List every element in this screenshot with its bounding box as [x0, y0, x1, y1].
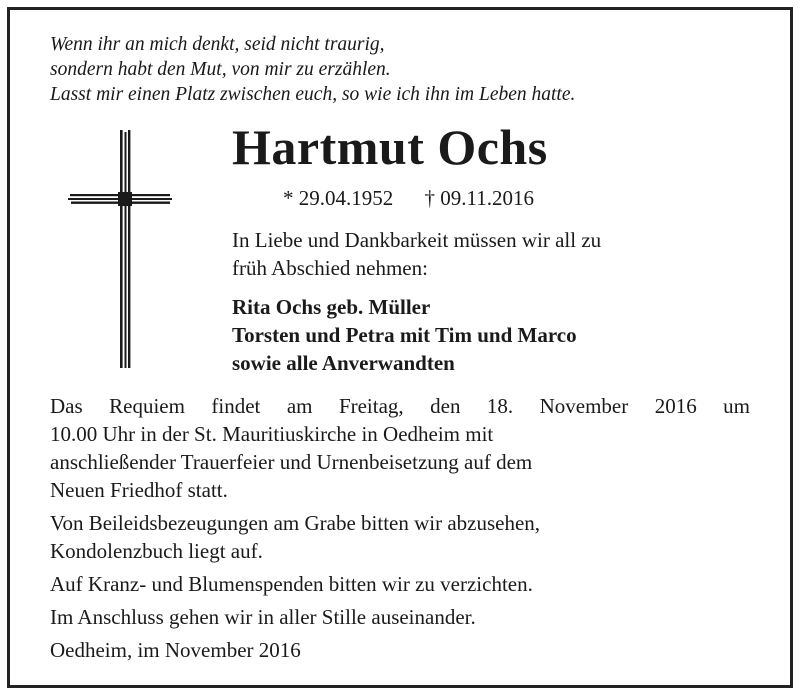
requiem-line: 10.00 Uhr in der St. Mauritiuskirche in Oedheim mit — [50, 422, 494, 446]
flowers-line: Auf Kranz- und Blumenspenden bitten wir zu verzichten. — [50, 572, 533, 596]
motto-line: Lasst mir einen Platz zwischen euch, so wie ich ihn im Leben hatte. — [50, 84, 576, 105]
mourner-line: sowie alle Anverwandten — [232, 351, 455, 375]
motto-line: Wenn ihr an mich denkt, seid nicht traurig, — [50, 34, 385, 55]
cross-icon — [68, 130, 174, 375]
flowers-paragraph — [50, 570, 750, 598]
life-dates — [283, 184, 534, 212]
closing-paragraph — [50, 603, 750, 631]
motto-verse — [50, 32, 575, 107]
requiem-paragraph — [50, 392, 750, 504]
place-date-paragraph — [50, 636, 750, 664]
death-date: † 09.11.2016 — [424, 186, 534, 210]
intro-line: In Liebe und Dankbarkeit müssen wir all zu — [232, 228, 602, 252]
intro-text — [232, 226, 601, 282]
notice-body — [50, 392, 750, 669]
requiem-line: Neuen Friedhof statt. — [50, 478, 228, 502]
motto-line: sondern habt den Mut, von mir zu erzählen. — [50, 59, 391, 80]
condolence-line: Von Beileidsbezeugungen am Grabe bitten wir abzusehen, — [50, 511, 541, 535]
condolence-paragraph — [50, 509, 750, 565]
requiem-line: Das Requiem findet am Freitag, den 18. November 2016 um — [50, 394, 750, 418]
place-date-line: Oedheim, im November 2016 — [50, 638, 301, 662]
condolence-line: Kondolenzbuch liegt auf. — [50, 539, 263, 563]
mourner-line: Torsten und Petra mit Tim und Marco — [232, 323, 577, 347]
requiem-line: anschließender Trauerfeier und Urnenbeisetzung auf dem — [50, 450, 533, 474]
mourner-line: Rita Ochs geb. Müller — [232, 295, 431, 319]
intro-line: früh Abschied nehmen: — [232, 256, 428, 280]
closing-line: Im Anschluss gehen wir in aller Stille auseinander. — [50, 605, 476, 629]
mourners-list — [232, 293, 577, 377]
deceased-name: Hartmut Ochs — [232, 119, 548, 175]
birth-date: * 29.04.1952 — [283, 186, 394, 210]
